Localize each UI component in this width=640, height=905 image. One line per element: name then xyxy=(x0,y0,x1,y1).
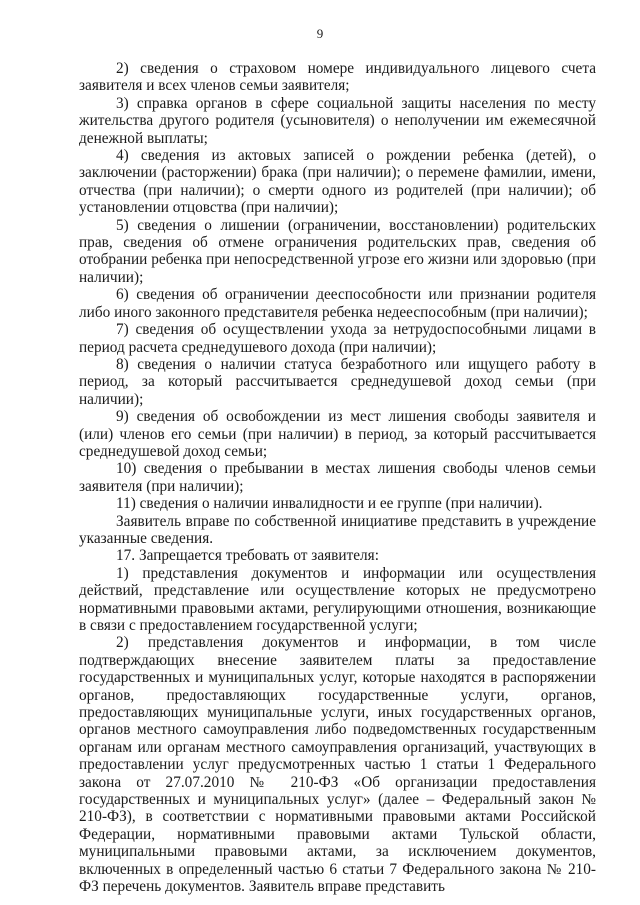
paragraph-prohibition-1: 1) представления документов и информации или осуществления действий, представление или осуществление которых не предусмотрено нормативными правовыми актами, регулирующими отношения, возникающие в связи с предоставлением государственной услуги; xyxy=(79,564,596,634)
document-body xyxy=(79,60,596,896)
paragraph-item-6-legal-capacity: 6) сведения об ограничении дееспособности или признании родителя либо иного законного представителя ребенка недееспособным (при наличии); xyxy=(79,286,596,321)
paragraph-item-7-care-for-disabled: 7) сведения об осуществлении ухода за нетрудоспособными лицами в период расчета среднедушевого дохода (при наличии); xyxy=(79,321,596,356)
paragraph-item-10-in-custody: 10) сведения о пребывании в местах лишения свободы членов семьи заявителя (при наличии); xyxy=(79,460,596,495)
paragraph-section-17-heading: 17. Запрещается требовать от заявителя: xyxy=(116,547,379,565)
paragraph-item-8-unemployment-status: 8) сведения о наличии статуса безработного или ищущего работу в период, за который рассчитывается среднедушевой доход семьи (при наличии); xyxy=(79,355,596,408)
paragraph-item-3-social-protection-certificate: 3) справка органов в сфере социальной защиты населения по месту жительства другого родителя (усыновителя) о неполучении им ежемесячной денежной выплаты; xyxy=(79,94,596,147)
page-number: 9 xyxy=(316,26,324,41)
paragraph-item-9-release-from-custody: 9) сведения об освобождении из мест лишения свободы заявителя и (или) членов его семьи (при наличии) в период, за который рассчитывается среднедушевой доход семьи; xyxy=(79,408,596,460)
paragraph-item-5-parental-rights: 5) сведения о лишении (ограничении, восстановлении) родительских прав, сведения об отмене ограничения родительских прав, сведения об отобрании ребенка при непосредственной угрозе его жизни или здоровью (при наличии); xyxy=(79,216,596,286)
paragraph-prohibition-2: 2) представления документов и информации, в том числе подтверждающих внесение заявителем платы за предоставление государственных и муниципальных услуг, которые находятся в распоряжении органов, предоставляющих государственные услуги, органов, предоставляющих муниципальные услуги, иных государственных органов, органов местного самоуправления либо подведомственных государственным органам или органам местного самоуправления организаций, участвующих в предоставлении услуг предусмотренных частью 1 статьи 1 Федерального закона от 27.07.2010 № 210-ФЗ «Об организации предоставления государственных и муниципальных услуг» (далее – Федеральный закон № 210-ФЗ), в соответствии с нормативными правовыми актами Российской Федерации, нормативными правовыми актами Тульской области, муниципальными правовыми актами, за исключением документов, включенных в определенный частью 6 статьи 7 Федерального закона № 210-ФЗ перечень документов. Заявитель вправе представить xyxy=(79,634,596,896)
paragraph-applicant-right: Заявитель вправе по собственной инициативе представить в учреждение указанные сведения. xyxy=(79,512,596,547)
paragraph-item-4-civil-records: 4) сведения из актовых записей о рождении ребенка (детей), о заключении (расторжении) брака (при наличии); о перемене фамилии, имени, отчества (при наличии); о смерти одного из родителей (при наличии); об установлении отцовства (при наличии); xyxy=(79,147,596,217)
paragraph-item-2-insurance-number: 2) сведения о страховом номере индивидуального лицевого счета заявителя и всех членов семьи заявителя; xyxy=(79,60,596,95)
paragraph-item-11-disability: 11) сведения о наличии инвалидности и ее группе (при наличии). xyxy=(116,495,543,513)
